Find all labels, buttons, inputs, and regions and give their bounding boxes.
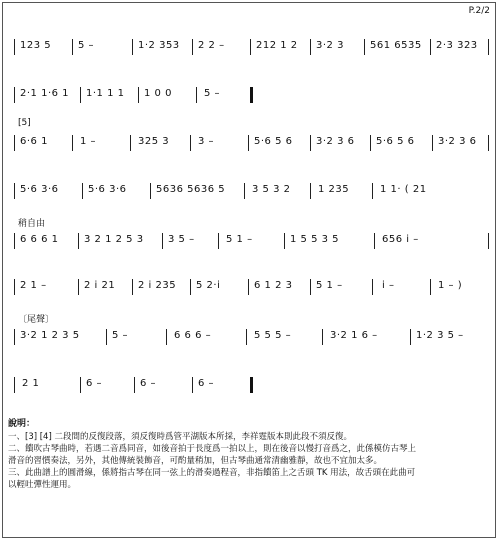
measure: 2 i 21	[84, 280, 116, 291]
barline	[150, 183, 151, 199]
score-row	[14, 326, 490, 346]
explanation-notes	[8, 418, 492, 491]
measure: 1·1 1 1	[86, 88, 125, 99]
measure: 2 1 –	[20, 280, 47, 291]
barline	[78, 233, 79, 249]
barline	[132, 39, 133, 55]
barline	[14, 183, 15, 199]
measure: 6 –	[198, 378, 215, 389]
measure: 1·2 353	[138, 40, 180, 51]
barline	[430, 39, 431, 55]
barline	[162, 233, 163, 249]
barline	[364, 39, 365, 55]
barline	[310, 135, 311, 151]
barline	[132, 279, 133, 295]
measure: 6 1 2 3	[254, 280, 293, 291]
barline	[310, 39, 311, 55]
score-row	[14, 180, 490, 200]
barline	[322, 329, 323, 345]
barline	[138, 87, 139, 103]
score-row	[14, 84, 490, 104]
barline	[374, 233, 375, 249]
barline	[72, 39, 73, 55]
barline	[190, 135, 191, 151]
measure: 2·1 1·6 1	[20, 88, 70, 99]
barline	[134, 377, 135, 393]
barline	[284, 233, 285, 249]
measure: 5 1 –	[226, 234, 253, 245]
barline	[80, 87, 81, 103]
barline	[246, 329, 247, 345]
measure: 123 5	[20, 40, 52, 51]
note-line: 以輕吐彈性運用。	[8, 480, 77, 490]
measure: 1 – )	[438, 280, 463, 291]
measure: 561 6535	[370, 40, 422, 51]
barline	[248, 135, 249, 151]
measure: 656 i –	[382, 234, 419, 245]
barline	[130, 135, 131, 151]
barline	[410, 329, 411, 345]
barline	[430, 279, 431, 295]
measure: 325 3	[138, 136, 170, 147]
barline	[248, 279, 249, 295]
score-row	[14, 276, 490, 296]
measure: 2 1	[22, 378, 40, 389]
barline	[432, 135, 433, 151]
barline	[14, 39, 15, 55]
measure: 2 2 –	[198, 40, 225, 51]
measure: 1 1· ( 21	[380, 184, 427, 195]
tempo-marking: 稍自由	[18, 219, 46, 229]
score-row	[14, 374, 490, 394]
note-line: 一、[3] [4] 二段間的反復段落，須反復時爲管平湖版本所採，李祥霆版本則此段不須反復。	[8, 432, 352, 442]
barline	[80, 377, 81, 393]
barline	[78, 279, 79, 295]
measure: i –	[382, 280, 395, 291]
measure: 5 2·i	[196, 280, 221, 291]
measure: 1·2 3 5 –	[416, 330, 464, 341]
barline	[14, 329, 15, 345]
end-barline	[250, 377, 253, 393]
measure: 1 0 0	[144, 88, 172, 99]
measure: 3 –	[198, 136, 215, 147]
measure: 5 –	[112, 330, 129, 341]
barline	[310, 183, 311, 199]
measure: 5 –	[78, 40, 95, 51]
note-line: 三、此曲譜上的圓滑線，係將指古琴在同一弦上的滑奏過程音，非指饋笛上之舌頭 TK 用法，故舌頭在此曲可	[8, 468, 416, 478]
measure: 5·6 3·6	[88, 184, 127, 195]
measure: 6·6 1	[20, 136, 48, 147]
measure: 6 6 6 1	[20, 234, 59, 245]
section-label: 〔尾聲〕	[18, 315, 55, 325]
barline	[244, 183, 245, 199]
barline	[488, 135, 489, 151]
section-label: [5]	[18, 118, 31, 128]
barline	[370, 135, 371, 151]
measure: 3 5 –	[168, 234, 195, 245]
end-barline	[250, 87, 253, 103]
score-row	[14, 132, 490, 152]
barline	[488, 233, 489, 249]
barline	[488, 39, 489, 55]
page-number: P.2/2	[468, 6, 490, 16]
barline	[82, 183, 83, 199]
barline	[192, 39, 193, 55]
measure: 2 i 235	[138, 280, 177, 291]
notes-title: 說明：	[8, 419, 36, 429]
measure: 6 –	[140, 378, 157, 389]
measure: 3 2 1 2 5 3	[84, 234, 144, 245]
barline	[14, 279, 15, 295]
measure: 1 235	[318, 184, 350, 195]
measure: 3·2 3 6	[438, 136, 477, 147]
measure: 6 –	[86, 378, 103, 389]
barline	[196, 87, 197, 103]
score-row	[14, 230, 490, 250]
barline	[14, 233, 15, 249]
barline	[106, 329, 107, 345]
measure: 5·6 3·6	[20, 184, 59, 195]
barline	[14, 135, 15, 151]
barline	[218, 233, 219, 249]
measure: 5·6 5 6	[254, 136, 293, 147]
measure: 5 1 –	[316, 280, 343, 291]
measure: 5·6 5 6	[376, 136, 415, 147]
barline	[72, 135, 73, 151]
measure: 3·2 1 2 3 5	[20, 330, 80, 341]
measure: 1 5 5 3 5	[290, 234, 340, 245]
barline	[14, 377, 15, 393]
score-row	[14, 36, 490, 56]
note-line: 滑音的習慣奏法，另外，其他傳統裝飾音，可酌量稍加，但古琴曲通常清幽雅靜，故也不宜加太多。	[8, 456, 383, 466]
measure: 1 –	[80, 136, 97, 147]
barline	[192, 377, 193, 393]
measure: 5 5 5 –	[254, 330, 292, 341]
barline	[14, 87, 15, 103]
measure: 6 6 6 –	[174, 330, 212, 341]
measure: 2·3 323	[436, 40, 478, 51]
barline	[372, 279, 373, 295]
barline	[372, 183, 373, 199]
barline	[310, 279, 311, 295]
measure: 5636 5636 5	[156, 184, 226, 195]
measure: 3·2 3	[316, 40, 344, 51]
measure: 3·2 1 6 –	[330, 330, 378, 341]
barline	[166, 329, 167, 345]
measure: 5 –	[204, 88, 221, 99]
note-line: 二、饋吹古琴曲時，若遇二音爲同音，如後音拍于長度爲一拍以上，則在後音以慢打音爲之，此係模仿古琴上	[8, 444, 417, 454]
measure: 212 1 2	[256, 40, 298, 51]
measure: 3 5 3 2	[252, 184, 291, 195]
measure: 3·2 3 6	[316, 136, 355, 147]
barline	[250, 39, 251, 55]
barline	[190, 279, 191, 295]
